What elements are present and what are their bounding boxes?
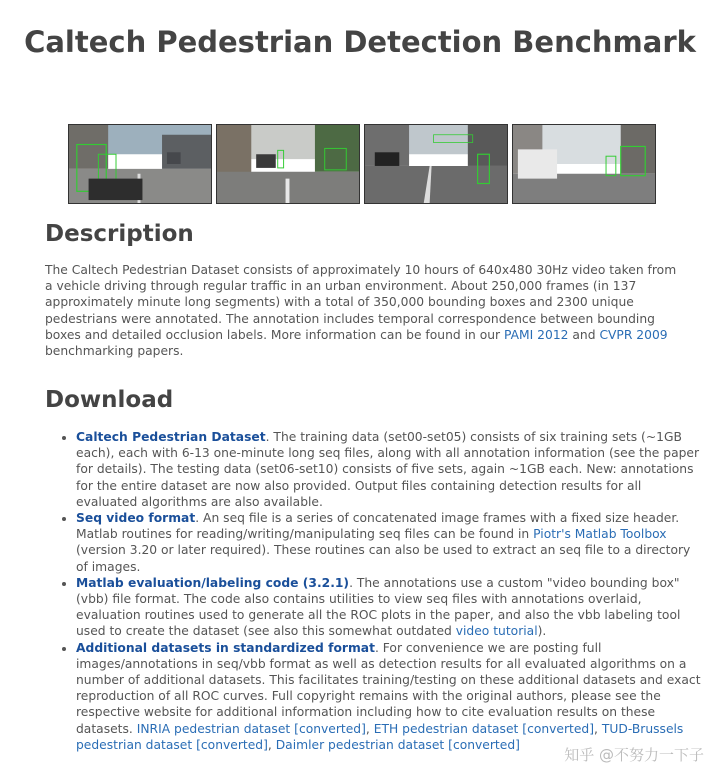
sample-image-strip (68, 124, 656, 204)
daimler-converted-link[interactable]: [converted] (448, 737, 520, 752)
description-text-part: benchmarking papers. (45, 344, 184, 359)
eth-dataset-link[interactable]: ETH pedestrian dataset (373, 721, 519, 736)
separator: , (365, 721, 374, 736)
download-heading: Download (45, 387, 174, 413)
cvpr-2009-link[interactable]: CVPR 2009 (599, 327, 668, 342)
description-text-part: and (568, 327, 600, 342)
sample-frame-2 (216, 124, 360, 204)
video-tutorial-link[interactable]: video tutorial (455, 624, 538, 639)
item-text: ). (537, 624, 547, 639)
additional-datasets-link[interactable]: Additional datasets in standardized format (76, 640, 375, 655)
page-title: Caltech Pedestrian Detection Benchmark (24, 25, 696, 59)
item-text: . The annotations use a custom "video bounding box" (vbb) file format. The code also contains utilities to view seq files with annotations overlaid, evaluation routines used to generate all the ROC plots in the paper, and also the vbb labeling tool used to create the dataset (see also this somewhat outdated (76, 575, 681, 639)
list-item (76, 640, 701, 753)
item-text: . For convenience we are posting full images/annotations in seq/vbb format as well as detection results for all evaluated algorithms on a number of additional datasets. This facilitates training/testing on these additional datasets and exact reproduction of all ROC curves. Full copyright remains with the original authors, please see the respective website for additional information including how to cite evaluation results on these datasets. (76, 640, 701, 736)
list-item (76, 575, 701, 640)
inria-converted-link[interactable]: [converted] (294, 721, 366, 736)
separator: , (267, 737, 276, 752)
watermark: 知乎 @不努力一下子 (564, 746, 704, 764)
daimler-dataset-link[interactable]: Daimler pedestrian dataset (275, 737, 445, 752)
inria-dataset-link[interactable]: INRIA pedestrian dataset (136, 721, 291, 736)
sample-frame-4 (512, 124, 656, 204)
list-item (76, 510, 701, 575)
description-text (45, 262, 685, 359)
caltech-dataset-link[interactable]: Caltech Pedestrian Dataset (76, 430, 266, 444)
separator: , (594, 721, 602, 736)
matlab-toolbox-link[interactable]: Piotr's Matlab Toolbox (533, 527, 667, 542)
list-item (76, 429, 701, 510)
seq-format-link[interactable]: Seq video format (76, 511, 196, 526)
sample-frame-3 (364, 124, 508, 204)
description-text-part: The Caltech Pedestrian Dataset consists of approximately 10 hours of 640x480 30Hz video taken from a vehicle driving through regular traffic in an urban environment. About 250,000 frames (in 137 approximately minute long segments) with a total of 350,000 bounding boxes and 2300 unique pedestrians were annotated. The annotation includes temporal correspondence between bounding boxes and detailed occlusion labels. More information can be found in our (45, 263, 677, 342)
download-list (60, 429, 701, 753)
pami-2012-link[interactable]: PAMI 2012 (504, 327, 569, 342)
description-heading: Description (45, 221, 194, 247)
item-text: . An seq file is a series of concatenated image frames with a fixed size header. Matlab routines for reading/writing/manipulating seq files can be found in (76, 511, 680, 542)
tud-converted-link[interactable]: [converted] (196, 737, 268, 752)
matlab-code-link[interactable]: Matlab evaluation/labeling code (3.2.1) (76, 575, 350, 590)
eth-converted-link[interactable]: [converted] (522, 721, 595, 736)
item-text: (version 3.20 or later required). These routines can also be used to extract an seq file to a directory of images. (76, 543, 691, 574)
item-text: . The training data (set00-set05) consists of six training sets (~1GB each), each with 6-13 one-minute long seq files, along with all annotation information (see the paper for details). The testing data (set06-set10) consists of five sets, again ~1GB each. New: annotations for the entire dataset are now also provided. Output files containing detection results for all evaluated algorithms are also available. (76, 430, 700, 509)
sample-frame-1 (68, 124, 212, 204)
tud-dataset-link[interactable]: TUD-Brussels pedestrian dataset (76, 721, 684, 752)
